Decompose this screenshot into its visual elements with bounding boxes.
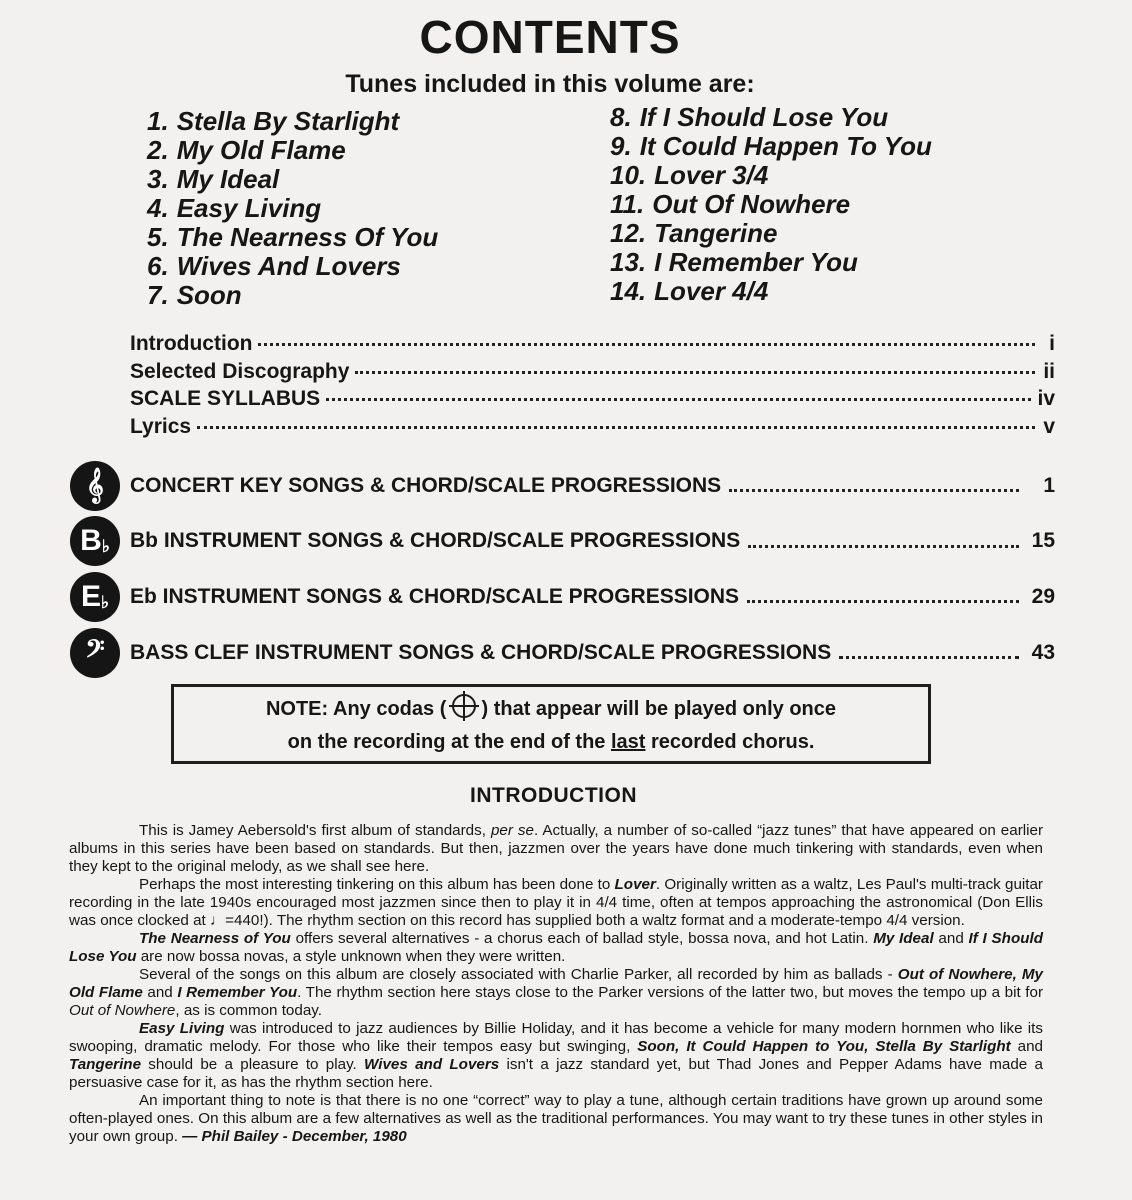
tune-list-left [147,107,438,310]
text-run: . Originally written as a waltz, Les Paul's multi-track guitar recording in the late 1940s encouraged most jazzmen since then to play it in 4/4 time, often at tempos approaching the astronomical (Don Ellis was once clocked at ♩=440!). The rhythm section on this record has supplied both a waltz format and a moderate-tempo 4/4 version. [69,876,1043,929]
text-run: and [142,984,178,1001]
tune-item [147,165,438,194]
section-entry [70,514,1055,570]
tune-number: 12. [610,218,647,248]
tune-number: 11. [610,189,645,219]
intro-paragraph [69,876,1043,930]
icon-glyph: 𝄢 [85,635,105,669]
note-text: ) that appear will be played only once [481,698,837,720]
toc-label: Introduction [130,332,253,355]
toc-label: Lyrics [130,414,192,438]
section-label: Bb INSTRUMENT SONGS & CHORD/SCALE PROGRESSIONS [130,529,741,553]
text-run: and [1010,1038,1043,1055]
tune-number: 14. [610,276,647,306]
text-run: An important thing to note is that there is no one “correct” way to play a tune, although certain traditions have grown up around some often-played ones. On this album are a few alternatives as well as the traditional performances. You may want to try these tunes in other styles in your own group. [69,1092,1043,1145]
toc-entry [130,387,1055,415]
text-run: Tangerine [69,1056,142,1073]
note-text: on the recording at the end of the [287,731,611,753]
text-run: Soon, It Could Happen to You, Stella By Starlight [637,1038,1011,1055]
section-entry [70,625,1055,681]
tune-item [147,136,438,165]
text-run: per se [490,822,534,839]
instrument-sections [70,458,1055,680]
tune-item [610,219,932,248]
tune-number: 7. [147,280,169,310]
text-run: . Actually, a number of so-called “jazz tunes” that have appeared on earlier albums in this series have been based on standards. But then, jazzmen over the years have done much tinkering with standards, even when they kept to the original melody, as we shall see here. [69,822,1044,875]
tune-number: 1. [147,106,169,136]
tune-item [610,132,932,161]
dot-leader [748,545,1019,548]
text-run: The Nearness of You [139,930,291,947]
intro-paragraph [69,1092,1043,1146]
tune-number: 6. [147,251,169,281]
note-underlined: last [610,731,646,753]
tune-list-right [610,103,932,306]
section-label: Eb INSTRUMENT SONGS & CHORD/SCALE PROGRESSIONS [130,584,740,608]
tune-title: Wives And Lovers [176,251,401,281]
text-run: Lover [614,876,656,893]
tune-title: I Remember You [654,247,858,277]
tune-item [610,190,932,219]
treble-clef-icon [70,461,120,511]
intro-paragraph [69,822,1043,876]
tune-item [610,103,932,132]
dot-leader [729,489,1019,492]
text-run: . The rhythm section here stays close to the Parker versions of the latter two, but moves the tempo up a bit for [297,984,1044,1001]
text-run: , as is common today. [175,1002,322,1019]
toc-entry [130,332,1055,360]
text-run: should be a pleasure to play. [141,1056,365,1073]
section-page: 15 [1031,529,1055,553]
icon-glyph: E [80,579,101,613]
table-of-contents [130,332,1055,442]
tunes-subtitle: Tunes included in this volume are: [345,70,755,98]
note-text: recorded chorus. [645,731,815,753]
tune-title: Tangerine [654,218,778,248]
tune-number: 2. [147,135,169,165]
tune-item [147,223,438,252]
text-run: Easy Living [139,1020,225,1037]
toc-page: ii [1043,359,1055,383]
icon-glyph: 𝄞 [86,468,104,502]
dot-leader [326,398,1031,401]
tune-item [147,281,438,310]
section-entry [70,569,1055,625]
note-line-1 [174,693,928,726]
icon-accidental: ♭ [101,537,110,557]
tune-item [610,277,932,306]
tune-item [147,194,438,223]
tune-title: Out Of Nowhere [652,189,851,219]
tune-title: It Could Happen To You [639,131,932,161]
toc-page: v [1043,414,1055,438]
toc-entry [130,360,1055,388]
page-title: CONTENTS [419,11,681,63]
tune-number: 4. [147,193,169,223]
icon-accidental: ♭ [100,592,110,612]
tune-number: 10. [610,160,647,190]
tune-item [610,248,932,277]
text-run: are now bossa novas, a style unknown when they were written. [136,948,566,965]
text-run: I Remember You [177,984,298,1001]
tune-title: Lover 3/4 [654,160,769,190]
section-page: 1 [1043,473,1055,497]
intro-paragraph [69,966,1043,1020]
dot-leader [197,426,1035,429]
text-run: was introduced to jazz audiences by Billie Holiday, and it has become a vehicle for many modern hornmen who like its swooping, dramatic melody. For those who like their tempos easy but swinging, [69,1020,1043,1055]
tune-title: The Nearness Of You [176,222,439,252]
section-entry [70,458,1055,514]
toc-label: SCALE SYLLABUS [130,387,321,410]
text-run: This is Jamey Aebersold's first album of standards, [139,822,491,839]
dot-leader [355,371,1035,374]
toc-entry [130,415,1055,443]
introduction-text [69,822,1043,1146]
tune-title: Stella By Starlight [176,106,400,136]
coda-icon [452,694,476,718]
toc-label: Selected Discography [130,359,350,383]
tune-title: My Old Flame [176,135,346,165]
tune-title: If I Should Lose You [639,102,889,132]
note-text: NOTE: Any codas ( [265,698,447,720]
coda-note-box [171,684,931,764]
tune-number: 3. [147,164,169,194]
tune-number: 8. [610,102,632,132]
b-flat-icon [70,516,120,566]
author-signature: — Phil Bailey - December, 1980 [182,1128,407,1145]
text-run: My Ideal [873,930,934,947]
icon-glyph: B [80,524,102,558]
section-page: 29 [1031,584,1055,608]
bass-clef-icon [70,628,120,678]
e-flat-icon [70,572,120,622]
text-run: Several of the songs on this album are closely associated with Charlie Parker, all recorded by him as ballads - [139,966,898,983]
tune-item [147,252,438,281]
text-run: offers several alternatives - a chorus each of ballad style, bossa nova, and hot Latin. [290,930,874,947]
text-run: Wives and Lovers [364,1056,500,1073]
dot-leader [258,343,1035,346]
tune-item [610,161,932,190]
text-run: Perhaps the most interesting tinkering on this album has been done to [139,876,615,893]
tune-title: My Ideal [176,164,280,194]
section-page: 43 [1031,640,1055,664]
note-line-2 [174,726,928,759]
section-label: BASS CLEF INSTRUMENT SONGS & CHORD/SCALE PROGRESSIONS [130,640,832,664]
toc-page: i [1049,332,1055,355]
text-run: Out of Nowhere, My Old Flame [69,966,1043,1001]
dot-leader [747,600,1019,603]
intro-paragraph [69,1020,1043,1092]
section-label: CONCERT KEY SONGS & CHORD/SCALE PROGRESSIONS [130,473,722,497]
tune-item [147,107,438,136]
tune-title: Soon [176,280,242,310]
intro-paragraph [69,930,1043,966]
tune-number: 13. [610,247,647,277]
tune-title: Easy Living [176,193,322,223]
tune-number: 9. [610,131,632,161]
text-run: If I Should Lose You [69,930,1043,965]
dot-leader [839,656,1019,659]
tune-number: 5. [147,222,169,252]
introduction-heading: INTRODUCTION [470,784,637,807]
toc-page: iv [1037,387,1055,410]
text-run: Out of Nowhere [69,1002,176,1019]
text-run: and [933,930,969,947]
tune-title: Lover 4/4 [654,276,769,306]
text-run: isn't a jazz standard yet, but Thad Jones and Pepper Adams have made a persuasive case for it, as has the rhythm section here. [69,1056,1043,1091]
